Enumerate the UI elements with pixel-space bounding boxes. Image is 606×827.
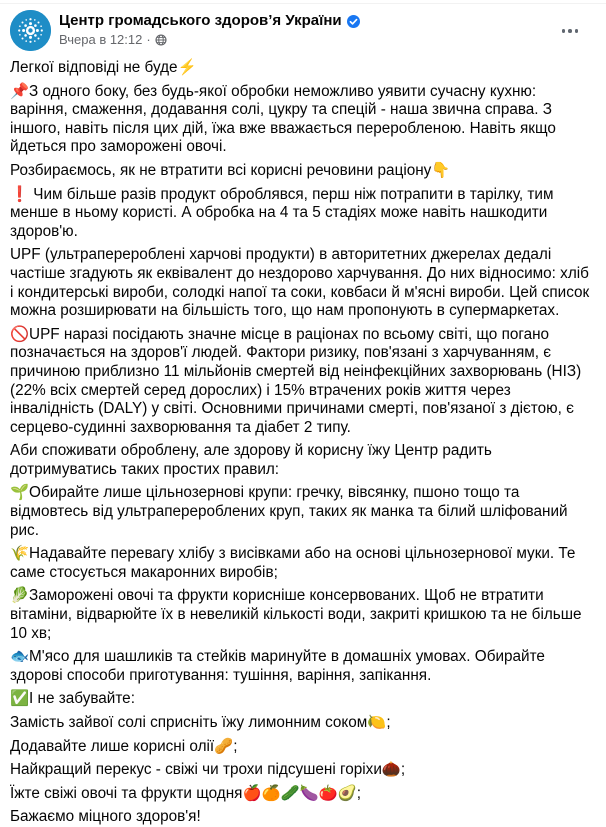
page-avatar[interactable] xyxy=(10,10,51,51)
post-paragraph: Замість зайвої солі сприсніть їжу лимонним соком🍋; xyxy=(10,714,391,731)
meta-separator: · xyxy=(146,32,151,47)
page-name[interactable]: Центр громадського здоров’я України xyxy=(59,12,342,29)
post-paragraph: 🐟М'ясо для шашликів та стейків маринуйте в домашніх умовах. Обирайте здорові способи приготування: тушіння, варіння, запікання. xyxy=(10,648,545,684)
more-options-button[interactable] xyxy=(554,20,586,42)
verified-badge-icon xyxy=(347,15,360,28)
post-paragraph: Розбираємось, як не втратити всі корисні речовини раціону👇 xyxy=(10,161,451,179)
post-paragraph: 🌾Надавайте перевагу хлібу з висівками або на основі цільнозернової муки. Те саме стосується макаронних виробів; xyxy=(10,545,576,581)
post-paragraph: Їжте свіжі овочі та фрукти щодня🍎🍊🥒🍆🍅🥑; xyxy=(10,784,361,802)
post-paragraph: ✅І не забувайте: xyxy=(10,690,135,708)
post-paragraph: Бажаємо міцного здоров'я! xyxy=(10,808,201,826)
post-header xyxy=(0,4,606,51)
post-paragraph: Найкращий перекус - свіжі чи трохи підсушені горіхи🌰; xyxy=(10,761,406,779)
post-paragraph: 📌З одного боку, без будь-якої обробки неможливо уявити сучасну кухню: варіння, смаження, додавання солі, цукру та спецій - наша звична справа. З іншого, навіть після цих дій, їжа вже вважається переробленою. Навіть якщо йдеться про заморожені овочі. xyxy=(10,82,556,156)
post-meta xyxy=(59,31,554,48)
post-body xyxy=(0,51,606,827)
post-paragraph: Додавайте лише корисні олії🥜; xyxy=(10,737,238,755)
post-paragraph: 🚫UPF наразі посідають значне місце в раціонах по всьому світі, що погано позначається на здоров'ї людей. Фактори ризику, пов'язані з харчуванням, є причиною приблизно 11 мільйонів смертей від неінфекційних захворювань (НІЗ) (22% всіх смертей серед дорослих) і 15% втрачених років життя через інвалідність (DALY) у світі. Основними причинами смерті, пов'язаної з дієтою, є серцево-судинні захворювання та діабет 2 типу. xyxy=(10,325,582,436)
post-paragraph: UPF (ультраперероблені харчові продукти) в авторитетних джерелах дедалі частіше згадують як еквівалент до нездорово харчування. До них відносимо: хліб і кондитерські вироби, солодкі напої та соки, ковбаси й м'ясні вироби. Цей список можна розширювати на більшість того, що нам пропонують в супермаркетах. xyxy=(10,246,590,320)
post-paragraph: 🌱Обирайте лише цільнозернові крупи: гречку, вівсянку, пшоно тощо та відмовтесь від ультраперероблених круп, таких як манка та білий шліфований рис. xyxy=(10,484,568,539)
globe-privacy-icon xyxy=(155,34,167,46)
post-paragraph: Легкої відповіді не буде⚡ xyxy=(10,59,197,76)
post-timestamp[interactable]: Вчера в 12:12 xyxy=(59,32,143,47)
post-header-text xyxy=(59,10,554,48)
page-name-row xyxy=(59,11,554,31)
post-paragraph: Аби споживати оброблену, але здорову й корисну їжу Центр радить дотримуватись таких простих правил: xyxy=(10,442,492,478)
more-options-icon xyxy=(562,29,566,33)
phc-logo-icon xyxy=(10,10,51,51)
post-paragraph: ❗ Чим більше разів продукт оброблявся, перш ніж потрапити в тарілку, тим менше в ньому користі. А обробка на 4 та 5 стадіях може навіть нашкодити здоров'ю. xyxy=(10,185,554,240)
post-paragraph: 🥬Заморожені овочі та фрукти корисніше консервованих. Щоб не втратити вітаміни, відварюйте їх в невеликій кількості води, закриті кришкою та не більше 10 хв; xyxy=(10,587,582,642)
